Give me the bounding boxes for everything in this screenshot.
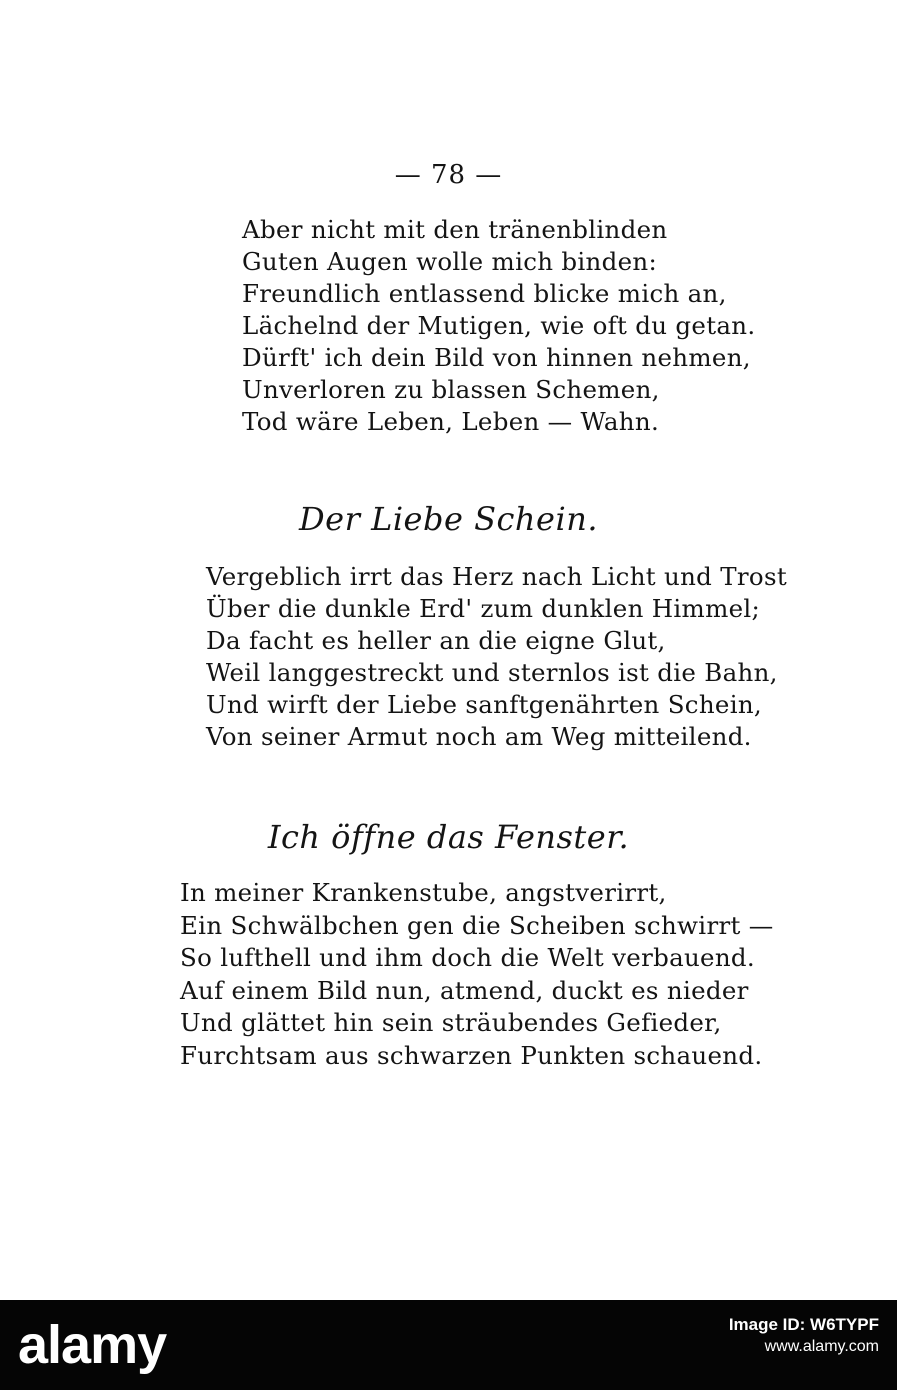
poem-continuation-stanza <box>242 214 755 438</box>
poem-line: Unverloren zu blassen Schemen, <box>242 375 660 404</box>
watermark-footer <box>0 1300 897 1390</box>
poem-line: Über die dunkle Erd' zum dunklen Himmel; <box>206 594 761 623</box>
poem-stanza <box>206 561 787 753</box>
poem-stanza <box>180 877 774 1072</box>
poem-line: Auf einem Bild nun, atmend, duckt es nieder <box>180 975 749 1005</box>
poem-line: Von seiner Armut noch am Weg mitteilend. <box>206 722 752 751</box>
poem-line: Guten Augen wolle mich binden: <box>242 247 658 276</box>
image-info <box>729 1314 879 1358</box>
poem-line: Ein Schwälbchen gen die Scheiben schwirrt — <box>180 910 774 940</box>
poem-line: Tod wäre Leben, Leben — Wahn. <box>242 407 660 436</box>
poem-line: Da facht es heller an die eigne Glut, <box>206 626 666 655</box>
page-number: — 78 — <box>394 160 503 190</box>
alamy-logo: alamy <box>18 1315 167 1375</box>
poem-line: Weil langgestreckt und sternlos ist die Bahn, <box>206 658 778 687</box>
poem-line: Aber nicht mit den tränenblinden <box>242 215 668 244</box>
poem-line: Und glättet hin sein sträubendes Gefieder, <box>180 1008 722 1037</box>
poem-line: Freundlich entlassend blicke mich an, <box>242 279 727 308</box>
poem-line: Vergeblich irrt das Herz nach Licht und Trost <box>206 562 787 591</box>
poem-line: Lächelnd der Mutigen, wie oft du getan. <box>242 311 756 340</box>
site-url: www.alamy.com <box>764 1338 879 1355</box>
poem-line: So lufthell und ihm doch die Welt verbauend. <box>180 943 756 972</box>
image-id: Image ID: W6TYPF <box>728 1315 879 1334</box>
poem-line: Dürft' ich dein Bild von hinnen nehmen, <box>242 343 751 372</box>
poem-line: Furchtsam aus schwarzen Punkten schauend. <box>180 1040 763 1070</box>
poem-line: Und wirft der Liebe sanftgenährten Schein, <box>206 690 763 719</box>
poem-line: In meiner Krankenstube, angstverirrt, <box>180 878 667 907</box>
poem-title: Ich öffne das Fenster. <box>267 818 630 856</box>
poem-title: Der Liebe Schein. <box>299 500 598 538</box>
